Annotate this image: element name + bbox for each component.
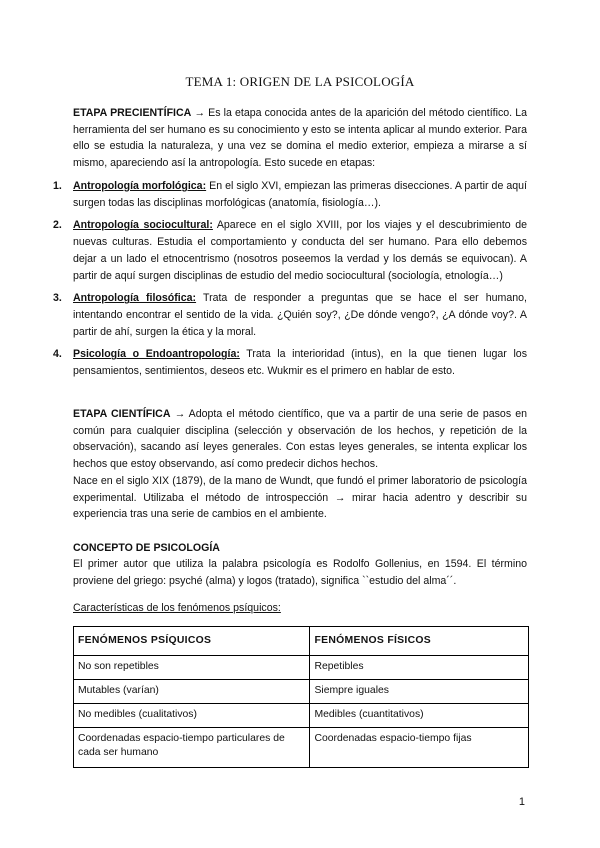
table-row xyxy=(74,680,529,704)
table-cell: No medibles (cualitativos) xyxy=(74,704,310,728)
stage-text: Aparece en el siglo XVIII, por los viajes y el descubrimiento de nuevas culturas. Estudia el comportamiento y conducta del ser humano. Para ello debemos dejar a un lado el etnocentrismo (nosotros poseemos la verdad y los demás se equivocan). A partir de aquí surgen disciplinas de estudio del medio sociocultural (sociología, etnología…) xyxy=(73,219,527,282)
stage-number: 3. xyxy=(53,292,62,305)
phenomena-table xyxy=(73,626,529,768)
stage-term: Antropología sociocultural: xyxy=(73,219,213,232)
table-cell: Medibles (cuantitativos) xyxy=(310,704,529,728)
column-header: FENÓMENOS PSÍQUICOS xyxy=(74,627,310,656)
table-cell: Coordenadas espacio-tiempo fijas xyxy=(310,728,529,768)
list-item xyxy=(53,346,527,379)
stage-number: 4. xyxy=(53,348,62,361)
prescientific-paragraph xyxy=(73,105,527,172)
concept-heading: CONCEPTO DE PSICOLOGÍA xyxy=(73,542,220,554)
table-cell: Repetibles xyxy=(310,656,529,680)
stages-list xyxy=(53,178,527,386)
list-item xyxy=(53,290,527,340)
stage-term: Antropología morfológica: xyxy=(73,180,207,192)
prescientific-text: → Es la etapa conocida antes de la aparición del método científico. La herramienta del ser humano es su conocimiento y esto se intenta aplicar al mundo exterior. Para ello se estudia la naturaleza, y una vez se domina el medio exterior, empieza a mirarse a sí mismo, apareciendo así la antropología. Esto sucede en etapas: xyxy=(73,107,527,170)
stage-term: Psicología o Endoantropología: xyxy=(73,348,240,361)
concept-paragraph: El primer autor que utiliza la palabra psicología es Rodolfo Gollenius, en 1594. El término proviene del griego: psyché (alma) y logos (tratado), significa ``estudio del alma´´. xyxy=(73,558,527,587)
page-title: TEMA 1: ORIGEN DE LA PSICOLOGÍA xyxy=(185,74,415,89)
prescientific-label: ETAPA PRECIENTÍFICA xyxy=(73,107,192,119)
stage-term: Antropología filosófica: xyxy=(73,292,197,305)
scientific-paragraph xyxy=(73,406,527,473)
stage-text: Trata la interioridad (intus), en la que tienen lugar los pensamientos, sentimientos, deseos etc. Wukmir es el primero en hablar de esto. xyxy=(73,348,527,378)
stage-number: 1. xyxy=(53,180,62,192)
table-header-row xyxy=(74,627,529,656)
table-cell: Siempre iguales xyxy=(310,680,529,704)
table-row xyxy=(74,728,529,768)
characteristics-heading: Características de los fenómenos psíquicos: xyxy=(73,602,281,614)
table-cell: Mutables (varían) xyxy=(74,680,310,704)
table-row xyxy=(74,656,529,680)
stage-text: Trata de responder a preguntas que se hace el ser humano, intentando encontrar el sentido de la vida. ¿Quién soy?, ¿De dónde vengo?, ¿A dónde voy?. A partir de ahí, surgen la ética y la moral. xyxy=(73,292,527,338)
table-row xyxy=(74,704,529,728)
wundt-paragraph: Nace en el siglo XIX (1879), de la mano de Wundt, que fundó el primer laboratorio de psicología experimental. Utilizaba el método de introspección → mirar hacia adentro y describir su experiencia tras una serie de cambios en el ambiente. xyxy=(73,475,527,521)
table-cell: No son repetibles xyxy=(74,656,310,680)
scientific-text: → Adopta el método científico, que va a partir de una serie de pasos en común para cualquier disciplina (selección y observación de los hechos, y repetición de la observación), sacando así leyes generales. Con estas leyes generales, se intenta explicar los hechos que estoy observando, así como predecir dichos hechos. xyxy=(73,408,527,471)
list-item xyxy=(53,178,527,211)
stage-text: En el siglo XVI, empiezan las primeras disecciones. A partir de aquí surgen todas las disciplinas morfológicas (anatomía, fisiología…). xyxy=(73,180,527,209)
list-item xyxy=(53,217,527,284)
table-cell: Coordenadas espacio-tiempo particulares de cada ser humano xyxy=(74,728,310,768)
stage-number: 2. xyxy=(53,219,62,232)
page-number: 1 xyxy=(518,796,525,808)
column-header: FENÓMENOS FÍSICOS xyxy=(310,627,529,656)
scientific-label: ETAPA CIENTÍFICA xyxy=(73,408,171,420)
